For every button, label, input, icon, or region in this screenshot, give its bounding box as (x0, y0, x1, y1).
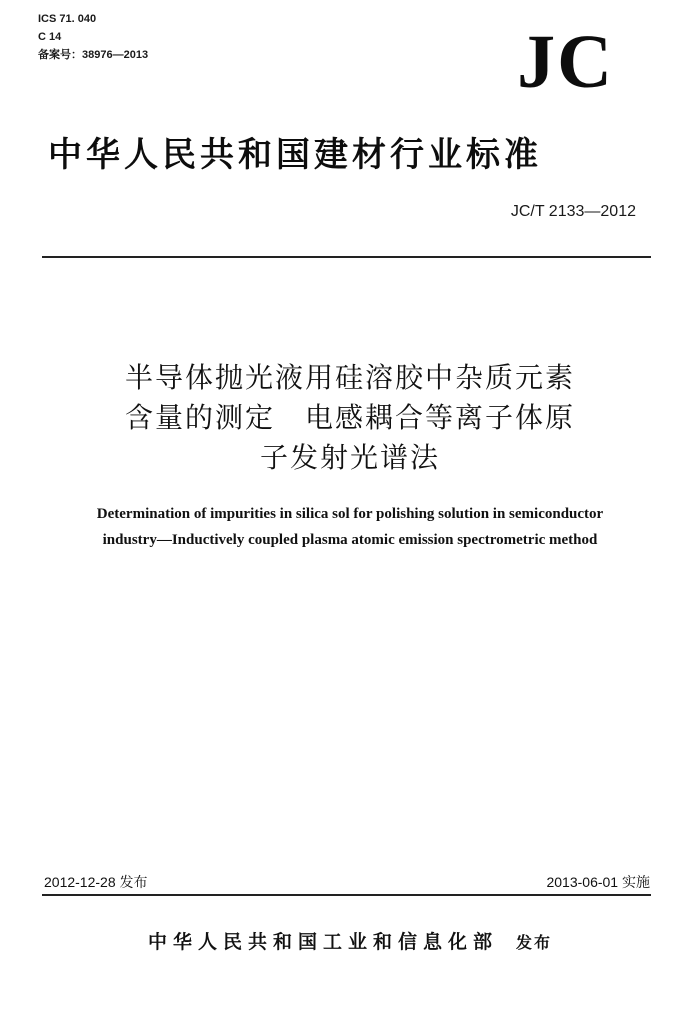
top-divider (42, 256, 651, 258)
issuing-authority (0, 928, 700, 957)
implementation-date: 2013-06-01 实施 (546, 874, 650, 890)
header-metadata (38, 10, 148, 64)
ccs-code: C 14 (38, 31, 62, 43)
english-title-line: industry—Inductively coupled plasma atomic emission spectrometric method (102, 532, 598, 548)
bottom-divider (42, 894, 651, 896)
record-number: 备案号：38976—2013 (38, 49, 149, 61)
chinese-title-line: 子发射光谱法 (259, 441, 440, 474)
issuer-name: 中华人民共和国工业和信息化部 (147, 931, 498, 953)
issue-date: 2012-12-28 发布 (44, 874, 148, 890)
english-title-line: Determination of impurities in silica sol for polishing solution in semiconductor (96, 506, 604, 522)
jc-logo: JC (517, 20, 614, 104)
chinese-title-line: 半导体抛光液用硅溶胶中杂质元素 (124, 361, 575, 394)
issuer-action: 发布 (516, 933, 553, 952)
chinese-title (60, 358, 640, 478)
english-title (30, 501, 670, 553)
standard-category-title: 中华人民共和国建材行业标准 (48, 135, 542, 175)
chinese-title-line: 含量的测定 电感耦合等离子体原 (124, 401, 575, 434)
ics-code: ICS 71. 040 (38, 13, 97, 25)
standard-number: JC/T 2133—2012 (510, 203, 636, 220)
